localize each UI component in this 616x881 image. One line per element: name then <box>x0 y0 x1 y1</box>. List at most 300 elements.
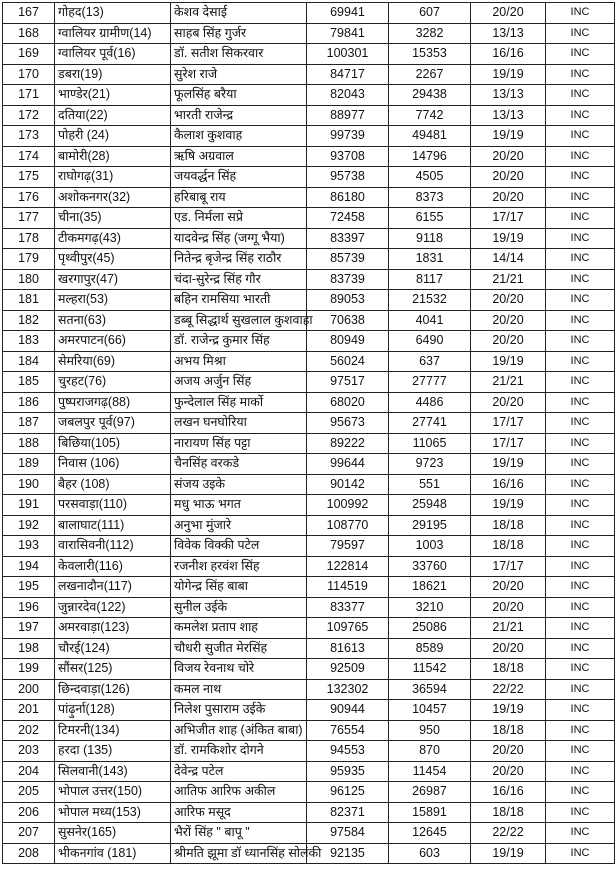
votes-cell: 109765 <box>307 618 389 639</box>
party-cell: INC <box>546 228 615 249</box>
row-number: 189 <box>3 454 55 475</box>
row-number: 181 <box>3 290 55 311</box>
row-number: 175 <box>3 167 55 188</box>
votes-cell: 97517 <box>307 372 389 393</box>
candidate-cell: अजय अर्जुन सिंह <box>171 372 307 393</box>
constituency-cell: भोपाल उत्तर(150) <box>55 782 171 803</box>
candidate-cell: निलेश पुसाराम उईके <box>171 700 307 721</box>
margin-cell: 9723 <box>389 454 471 475</box>
margin-cell: 1831 <box>389 249 471 270</box>
rounds-cell: 17/17 <box>471 208 546 229</box>
votes-cell: 83739 <box>307 269 389 290</box>
party-cell: INC <box>546 351 615 372</box>
candidate-cell: रजनीश हरवंश सिंह <box>171 556 307 577</box>
rounds-cell: 18/18 <box>471 659 546 680</box>
table-row <box>3 392 615 413</box>
row-number: 190 <box>3 474 55 495</box>
table-row <box>3 720 615 741</box>
row-number: 176 <box>3 187 55 208</box>
party-cell: INC <box>546 720 615 741</box>
votes-cell: 68020 <box>307 392 389 413</box>
candidate-cell: डॉ. रामकिशोर दोगने <box>171 741 307 762</box>
rounds-cell: 19/19 <box>471 843 546 864</box>
margin-cell: 3210 <box>389 597 471 618</box>
row-number: 171 <box>3 85 55 106</box>
row-number: 208 <box>3 843 55 864</box>
table-row <box>3 577 615 598</box>
votes-cell: 96125 <box>307 782 389 803</box>
table-row <box>3 290 615 311</box>
candidate-cell: देवेन्द्र पटेल <box>171 761 307 782</box>
candidate-cell: मधु भाऊ भगत <box>171 495 307 516</box>
constituency-cell: मल्हरा(53) <box>55 290 171 311</box>
row-number: 198 <box>3 638 55 659</box>
table-row <box>3 536 615 557</box>
table-row <box>3 556 615 577</box>
votes-cell: 89053 <box>307 290 389 311</box>
constituency-cell: पांढ़ुर्ना(128) <box>55 700 171 721</box>
votes-cell: 94553 <box>307 741 389 762</box>
constituency-cell: चीना(35) <box>55 208 171 229</box>
rounds-cell: 20/20 <box>471 167 546 188</box>
rounds-cell: 19/19 <box>471 64 546 85</box>
margin-cell: 551 <box>389 474 471 495</box>
votes-cell: 95935 <box>307 761 389 782</box>
party-cell: INC <box>546 536 615 557</box>
party-cell: INC <box>546 392 615 413</box>
candidate-cell: चौधरी सुजीत मेरसिंह <box>171 638 307 659</box>
table-row <box>3 372 615 393</box>
votes-cell: 90142 <box>307 474 389 495</box>
candidate-cell: अभय मिश्रा <box>171 351 307 372</box>
votes-cell: 88977 <box>307 105 389 126</box>
row-number: 197 <box>3 618 55 639</box>
votes-cell: 79841 <box>307 23 389 44</box>
party-cell: INC <box>546 208 615 229</box>
row-number: 202 <box>3 720 55 741</box>
party-cell: INC <box>546 433 615 454</box>
table-row <box>3 44 615 65</box>
row-number: 192 <box>3 515 55 536</box>
margin-cell: 49481 <box>389 126 471 147</box>
constituency-cell: बिछिया(105) <box>55 433 171 454</box>
votes-cell: 69941 <box>307 3 389 24</box>
rounds-cell: 19/19 <box>471 228 546 249</box>
votes-cell: 100992 <box>307 495 389 516</box>
margin-cell: 870 <box>389 741 471 762</box>
votes-cell: 84717 <box>307 64 389 85</box>
party-cell: INC <box>546 618 615 639</box>
candidate-cell: विवेक विक्की पटेल <box>171 536 307 557</box>
constituency-cell: पोहरी (24) <box>55 126 171 147</box>
constituency-cell: खरगापुर(47) <box>55 269 171 290</box>
table-row <box>3 761 615 782</box>
margin-cell: 6155 <box>389 208 471 229</box>
votes-cell: 79597 <box>307 536 389 557</box>
rounds-cell: 19/19 <box>471 126 546 147</box>
table-row <box>3 679 615 700</box>
row-number: 167 <box>3 3 55 24</box>
candidate-cell: डॉ. सतीश सिकरवार <box>171 44 307 65</box>
row-number: 185 <box>3 372 55 393</box>
votes-cell: 92509 <box>307 659 389 680</box>
row-number: 195 <box>3 577 55 598</box>
constituency-cell: अमरवाड़ा(123) <box>55 618 171 639</box>
constituency-cell: वारासिवनी(112) <box>55 536 171 557</box>
margin-cell: 33760 <box>389 556 471 577</box>
constituency-cell: सतना(63) <box>55 310 171 331</box>
votes-cell: 81613 <box>307 638 389 659</box>
rounds-cell: 16/16 <box>471 44 546 65</box>
row-number: 179 <box>3 249 55 270</box>
party-cell: INC <box>546 310 615 331</box>
row-number: 186 <box>3 392 55 413</box>
party-cell: INC <box>546 782 615 803</box>
party-cell: INC <box>546 126 615 147</box>
constituency-cell: बालाघाट(111) <box>55 515 171 536</box>
row-number: 180 <box>3 269 55 290</box>
row-number: 207 <box>3 823 55 844</box>
rounds-cell: 21/21 <box>471 618 546 639</box>
votes-cell: 99739 <box>307 126 389 147</box>
table-row <box>3 3 615 24</box>
rounds-cell: 19/19 <box>471 495 546 516</box>
table-row <box>3 167 615 188</box>
row-number: 188 <box>3 433 55 454</box>
constituency-cell: अशोकनगर(32) <box>55 187 171 208</box>
table-row <box>3 351 615 372</box>
constituency-cell: सौंसर(125) <box>55 659 171 680</box>
votes-cell: 70638 <box>307 310 389 331</box>
table-row <box>3 249 615 270</box>
constituency-cell: भीकनगांव (181) <box>55 843 171 864</box>
votes-cell: 83377 <box>307 597 389 618</box>
votes-cell: 95673 <box>307 413 389 434</box>
party-cell: INC <box>546 64 615 85</box>
row-number: 191 <box>3 495 55 516</box>
row-number: 177 <box>3 208 55 229</box>
candidate-cell: योगेन्द्र सिंह बाबा <box>171 577 307 598</box>
party-cell: INC <box>546 290 615 311</box>
row-number: 168 <box>3 23 55 44</box>
margin-cell: 36594 <box>389 679 471 700</box>
rounds-cell: 18/18 <box>471 515 546 536</box>
votes-cell: 86180 <box>307 187 389 208</box>
margin-cell: 21532 <box>389 290 471 311</box>
votes-cell: 100301 <box>307 44 389 65</box>
party-cell: INC <box>546 556 615 577</box>
candidate-cell: फूलसिंह बरैया <box>171 85 307 106</box>
party-cell: INC <box>546 659 615 680</box>
table-row <box>3 802 615 823</box>
results-table <box>2 2 615 864</box>
row-number: 196 <box>3 597 55 618</box>
votes-cell: 99644 <box>307 454 389 475</box>
row-number: 203 <box>3 741 55 762</box>
row-number: 193 <box>3 536 55 557</box>
constituency-cell: बैहर (108) <box>55 474 171 495</box>
candidate-cell: कैलाश कुशवाह <box>171 126 307 147</box>
candidate-cell: भारती राजेन्द्र <box>171 105 307 126</box>
margin-cell: 8373 <box>389 187 471 208</box>
constituency-cell: पुष्पराजगढ़(88) <box>55 392 171 413</box>
row-number: 201 <box>3 700 55 721</box>
party-cell: INC <box>546 105 615 126</box>
margin-cell: 9118 <box>389 228 471 249</box>
candidate-cell: कमलेश प्रताप शाह <box>171 618 307 639</box>
rounds-cell: 18/18 <box>471 720 546 741</box>
candidate-cell: अभिजीत शाह (अंकित बाबा) <box>171 720 307 741</box>
margin-cell: 10457 <box>389 700 471 721</box>
votes-cell: 82371 <box>307 802 389 823</box>
margin-cell: 4041 <box>389 310 471 331</box>
margin-cell: 12645 <box>389 823 471 844</box>
candidate-cell: संजय उइके <box>171 474 307 495</box>
candidate-cell: श्रीमति झूमा डॉ ध्यानसिंह सोलंकी <box>171 843 307 864</box>
margin-cell: 950 <box>389 720 471 741</box>
table-row <box>3 474 615 495</box>
table-row <box>3 146 615 167</box>
candidate-cell: भैरों सिंह " बापू " <box>171 823 307 844</box>
margin-cell: 26987 <box>389 782 471 803</box>
margin-cell: 2267 <box>389 64 471 85</box>
constituency-cell: छिन्दवाड़ा(126) <box>55 679 171 700</box>
party-cell: INC <box>546 44 615 65</box>
row-number: 194 <box>3 556 55 577</box>
votes-cell: 56024 <box>307 351 389 372</box>
table-row <box>3 331 615 352</box>
rounds-cell: 19/19 <box>471 700 546 721</box>
table-row <box>3 515 615 536</box>
party-cell: INC <box>546 495 615 516</box>
margin-cell: 29195 <box>389 515 471 536</box>
party-cell: INC <box>546 515 615 536</box>
row-number: 204 <box>3 761 55 782</box>
party-cell: INC <box>546 474 615 495</box>
candidate-cell: एड. निर्मला सप्रे <box>171 208 307 229</box>
party-cell: INC <box>546 700 615 721</box>
constituency-cell: गोहद(13) <box>55 3 171 24</box>
margin-cell: 25086 <box>389 618 471 639</box>
row-number: 182 <box>3 310 55 331</box>
rounds-cell: 17/17 <box>471 413 546 434</box>
rounds-cell: 18/18 <box>471 536 546 557</box>
party-cell: INC <box>546 802 615 823</box>
constituency-cell: सेमरिया(69) <box>55 351 171 372</box>
table-row <box>3 269 615 290</box>
constituency-cell: परसवाड़ा(110) <box>55 495 171 516</box>
constituency-cell: टीकमगढ़(43) <box>55 228 171 249</box>
table-row <box>3 597 615 618</box>
table-row <box>3 638 615 659</box>
table-row <box>3 413 615 434</box>
margin-cell: 603 <box>389 843 471 864</box>
candidate-cell: ऋषि अग्रवाल <box>171 146 307 167</box>
rounds-cell: 13/13 <box>471 23 546 44</box>
table-row <box>3 105 615 126</box>
constituency-cell: भोपाल मध्य(153) <box>55 802 171 823</box>
candidate-cell: यादवेन्द्र सिंह (जग्गू भैया) <box>171 228 307 249</box>
margin-cell: 7742 <box>389 105 471 126</box>
candidate-cell: आतिफ आरिफ अकील <box>171 782 307 803</box>
party-cell: INC <box>546 761 615 782</box>
rounds-cell: 20/20 <box>471 290 546 311</box>
rounds-cell: 20/20 <box>471 761 546 782</box>
table-row <box>3 618 615 639</box>
candidate-cell: साहब सिंह गुर्जर <box>171 23 307 44</box>
party-cell: INC <box>546 597 615 618</box>
rounds-cell: 14/14 <box>471 249 546 270</box>
rounds-cell: 16/16 <box>471 474 546 495</box>
row-number: 206 <box>3 802 55 823</box>
party-cell: INC <box>546 843 615 864</box>
rounds-cell: 22/22 <box>471 679 546 700</box>
party-cell: INC <box>546 413 615 434</box>
votes-cell: 72458 <box>307 208 389 229</box>
row-number: 199 <box>3 659 55 680</box>
row-number: 170 <box>3 64 55 85</box>
candidate-cell: डब्बू सिद्धार्थ सुखलाल कुशवाहा <box>171 310 307 331</box>
table-row <box>3 228 615 249</box>
margin-cell: 6490 <box>389 331 471 352</box>
constituency-cell: केवलारी(116) <box>55 556 171 577</box>
rounds-cell: 21/21 <box>471 269 546 290</box>
row-number: 178 <box>3 228 55 249</box>
votes-cell: 82043 <box>307 85 389 106</box>
margin-cell: 1003 <box>389 536 471 557</box>
table-row <box>3 659 615 680</box>
table-row <box>3 126 615 147</box>
candidate-cell: नारायण सिंह पट्टा <box>171 433 307 454</box>
party-cell: INC <box>546 23 615 44</box>
table-row <box>3 843 615 864</box>
margin-cell: 15353 <box>389 44 471 65</box>
rounds-cell: 18/18 <box>471 802 546 823</box>
party-cell: INC <box>546 372 615 393</box>
rounds-cell: 20/20 <box>471 577 546 598</box>
votes-cell: 122814 <box>307 556 389 577</box>
constituency-cell: ग्वालियर पूर्व(16) <box>55 44 171 65</box>
rounds-cell: 20/20 <box>471 638 546 659</box>
party-cell: INC <box>546 3 615 24</box>
constituency-cell: बामोरी(28) <box>55 146 171 167</box>
rounds-cell: 21/21 <box>471 372 546 393</box>
party-cell: INC <box>546 187 615 208</box>
constituency-cell: सिलवानी(143) <box>55 761 171 782</box>
rounds-cell: 16/16 <box>471 782 546 803</box>
candidate-cell: केशव देसाई <box>171 3 307 24</box>
party-cell: INC <box>546 638 615 659</box>
candidate-cell: सुरेश राजे <box>171 64 307 85</box>
votes-cell: 132302 <box>307 679 389 700</box>
party-cell: INC <box>546 679 615 700</box>
party-cell: INC <box>546 249 615 270</box>
constituency-cell: हरदा (135) <box>55 741 171 762</box>
constituency-cell: टिमरनी(134) <box>55 720 171 741</box>
row-number: 173 <box>3 126 55 147</box>
constituency-cell: सुसनेर(165) <box>55 823 171 844</box>
constituency-cell: लखनादौन(117) <box>55 577 171 598</box>
votes-cell: 85739 <box>307 249 389 270</box>
table-row <box>3 310 615 331</box>
table-row <box>3 64 615 85</box>
row-number: 184 <box>3 351 55 372</box>
candidate-cell: जयवर्द्धन सिंह <box>171 167 307 188</box>
margin-cell: 607 <box>389 3 471 24</box>
votes-cell: 83397 <box>307 228 389 249</box>
rounds-cell: 17/17 <box>471 433 546 454</box>
margin-cell: 25948 <box>389 495 471 516</box>
candidate-cell: फुन्देलाल सिंह मार्को <box>171 392 307 413</box>
candidate-cell: सुनील उईके <box>171 597 307 618</box>
margin-cell: 27777 <box>389 372 471 393</box>
margin-cell: 11454 <box>389 761 471 782</box>
party-cell: INC <box>546 577 615 598</box>
margin-cell: 11542 <box>389 659 471 680</box>
candidate-cell: अनुभा मुंजारे <box>171 515 307 536</box>
margin-cell: 8589 <box>389 638 471 659</box>
constituency-cell: पृथ्वीपुर(45) <box>55 249 171 270</box>
table-row <box>3 433 615 454</box>
rounds-cell: 20/20 <box>471 741 546 762</box>
rounds-cell: 20/20 <box>471 392 546 413</box>
row-number: 172 <box>3 105 55 126</box>
row-number: 187 <box>3 413 55 434</box>
margin-cell: 15891 <box>389 802 471 823</box>
rounds-cell: 20/20 <box>471 146 546 167</box>
table-row <box>3 782 615 803</box>
party-cell: INC <box>546 741 615 762</box>
party-cell: INC <box>546 167 615 188</box>
margin-cell: 18621 <box>389 577 471 598</box>
rounds-cell: 22/22 <box>471 823 546 844</box>
constituency-cell: निवास (106) <box>55 454 171 475</box>
candidate-cell: चैनसिंह वरकडे <box>171 454 307 475</box>
rounds-cell: 20/20 <box>471 3 546 24</box>
table-row <box>3 700 615 721</box>
candidate-cell: आरिफ मसूद <box>171 802 307 823</box>
rounds-cell: 13/13 <box>471 105 546 126</box>
rounds-cell: 19/19 <box>471 454 546 475</box>
candidate-cell: डॉ. राजेन्द्र कुमार सिंह <box>171 331 307 352</box>
candidate-cell: चंदा-सुरेन्द्र सिंह गौर <box>171 269 307 290</box>
table-row <box>3 454 615 475</box>
constituency-cell: डबरा(19) <box>55 64 171 85</box>
votes-cell: 80949 <box>307 331 389 352</box>
row-number: 200 <box>3 679 55 700</box>
row-number: 169 <box>3 44 55 65</box>
rounds-cell: 19/19 <box>471 351 546 372</box>
table-row <box>3 208 615 229</box>
table-row <box>3 495 615 516</box>
margin-cell: 11065 <box>389 433 471 454</box>
table-row <box>3 85 615 106</box>
table-row <box>3 23 615 44</box>
votes-cell: 97584 <box>307 823 389 844</box>
party-cell: INC <box>546 85 615 106</box>
margin-cell: 4505 <box>389 167 471 188</box>
margin-cell: 3282 <box>389 23 471 44</box>
candidate-cell: विजय रेवनाथ चोरे <box>171 659 307 680</box>
constituency-cell: जबलपुर पूर्व(97) <box>55 413 171 434</box>
rounds-cell: 13/13 <box>471 85 546 106</box>
votes-cell: 92135 <box>307 843 389 864</box>
candidate-cell: नितेन्द्र बृजेन्द्र सिंह राठौर <box>171 249 307 270</box>
candidate-cell: लखन घनघोरिया <box>171 413 307 434</box>
party-cell: INC <box>546 823 615 844</box>
rounds-cell: 20/20 <box>471 331 546 352</box>
table-row <box>3 823 615 844</box>
